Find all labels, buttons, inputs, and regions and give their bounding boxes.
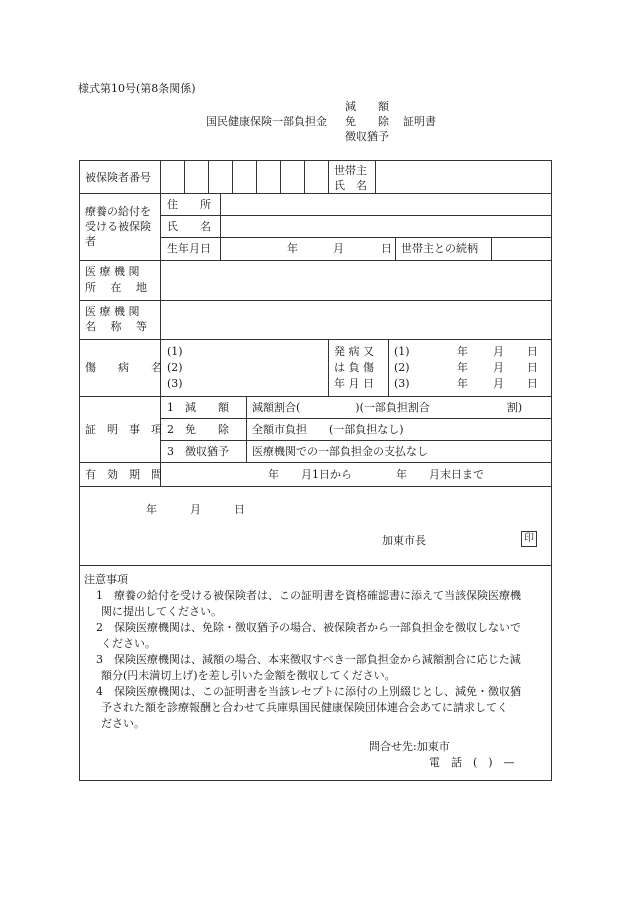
certification-item-3-desc: 医療機関での一部負担金の支払なし: [252, 445, 428, 458]
household-head-label: 世帯主: [334, 164, 367, 177]
recipient-label-1: 療養の給付を: [85, 205, 151, 218]
title-suffix: 証明書: [403, 115, 436, 128]
note-line: 額分(円未満切上げ)を差し引いた金額を徴収してください。: [101, 669, 396, 682]
onset-date-2-num: (2): [394, 361, 410, 374]
disease-item-2: (2): [167, 361, 183, 374]
certification-item-2-num: 2 免 除: [167, 423, 229, 436]
certification-item-1-desc: 減額割合( )(一部負担割合 割): [252, 401, 523, 414]
address-label: 住 所: [167, 198, 211, 211]
validity-label: 有 効 期 間: [85, 468, 162, 481]
disease-label: 傷 病 名: [85, 361, 162, 374]
disease-item-1: (1): [167, 345, 183, 358]
dob-month: 月: [333, 242, 344, 255]
note-line: 予された額を診療報酬と合わせて兵庫県国民健康保険団体連合会あてに請求してく: [101, 701, 508, 714]
onset-label-3: 年 月 日: [334, 377, 374, 390]
contact-label: 問合せ先:加東市: [369, 740, 450, 753]
note-line: 2 保険医療機関は、免除・徴収猶予の場合、被保険者から一部負担金を徴収しないで: [96, 621, 521, 634]
recipient-label-3: 者: [85, 235, 96, 248]
note-line: ください。: [101, 637, 156, 650]
notes-heading: 注意事項: [84, 573, 128, 586]
onset-date-3-num: (3): [394, 377, 410, 390]
onset-date-2-day: 日: [527, 361, 538, 374]
note-line: 関に提出してください。: [101, 605, 222, 618]
insured-number-label: 被保険者番号: [85, 171, 151, 184]
disease-item-3: (3): [167, 377, 183, 390]
institution-address-label-1: 医 療 機 関: [85, 265, 140, 278]
onset-date-2-year: 年: [457, 361, 468, 374]
relation-label: 世帯主との続柄: [401, 242, 478, 255]
institution-address-label-2: 所 在 地: [85, 281, 147, 294]
validity-period-text: 年 月1日から 年 月末日まで: [268, 468, 484, 481]
contact-phone: 電 話 ( ) —: [429, 756, 515, 769]
household-head-name-label: 氏 名: [334, 179, 367, 192]
form-number: 様式第10号(第8条関係): [78, 82, 196, 95]
institution-name-label-2: 名 称 等: [85, 320, 147, 333]
note-line: 3 保険医療機関は、減額の場合、本来徴収すべき一部負担金から減額割合に応じた減: [96, 653, 521, 666]
onset-date-3-day: 日: [527, 377, 538, 390]
onset-date-3-year: 年: [457, 377, 468, 390]
dob-label: 生年月日: [167, 242, 211, 255]
title-option-deferral: 徴収猶予: [345, 130, 389, 143]
onset-date-3-month: 月: [493, 377, 504, 390]
onset-date-1-num: (1): [394, 345, 410, 358]
onset-label-2: は 負 傷: [334, 361, 374, 374]
name-label: 氏 名: [167, 220, 211, 233]
institution-name-label-1: 医 療 機 関: [85, 305, 140, 318]
title-option-exemption: 免 除: [345, 115, 389, 128]
certification-item-2-desc: 全額市負担 (一部負担なし): [252, 423, 404, 436]
recipient-label-2: 受ける被保険: [85, 220, 151, 233]
note-line: 1 療養の給付を受ける被保険者は、この証明書を資格確認書に添えて当該保険医療機: [96, 589, 521, 602]
certification-item-3-num: 3 徴収猶予: [167, 445, 229, 458]
onset-date-1-day: 日: [527, 345, 538, 358]
certification-label: 証 明 事 項: [85, 423, 162, 436]
issuer-name: 加東市長: [382, 534, 426, 547]
onset-label-1: 発 病 又: [334, 345, 374, 358]
onset-date-1-month: 月: [493, 345, 504, 358]
note-line: 4 保険医療機関は、この証明書を当該レセプトに添付の上別綴じとし、減免・徴収猶: [96, 685, 521, 698]
note-line: ださい。: [101, 717, 145, 730]
onset-date-2-month: 月: [493, 361, 504, 374]
onset-date-1-year: 年: [457, 345, 468, 358]
seal-stamp: 印: [521, 531, 537, 547]
dob-year: 年: [287, 242, 298, 255]
title-prefix: 国民健康保険一部負担金: [206, 115, 327, 128]
title-option-reduction: 減 額: [345, 100, 389, 113]
dob-day: 日: [381, 242, 392, 255]
issue-date: 年 月 日: [146, 503, 245, 516]
certification-item-1-num: 1 減 額: [167, 401, 229, 414]
